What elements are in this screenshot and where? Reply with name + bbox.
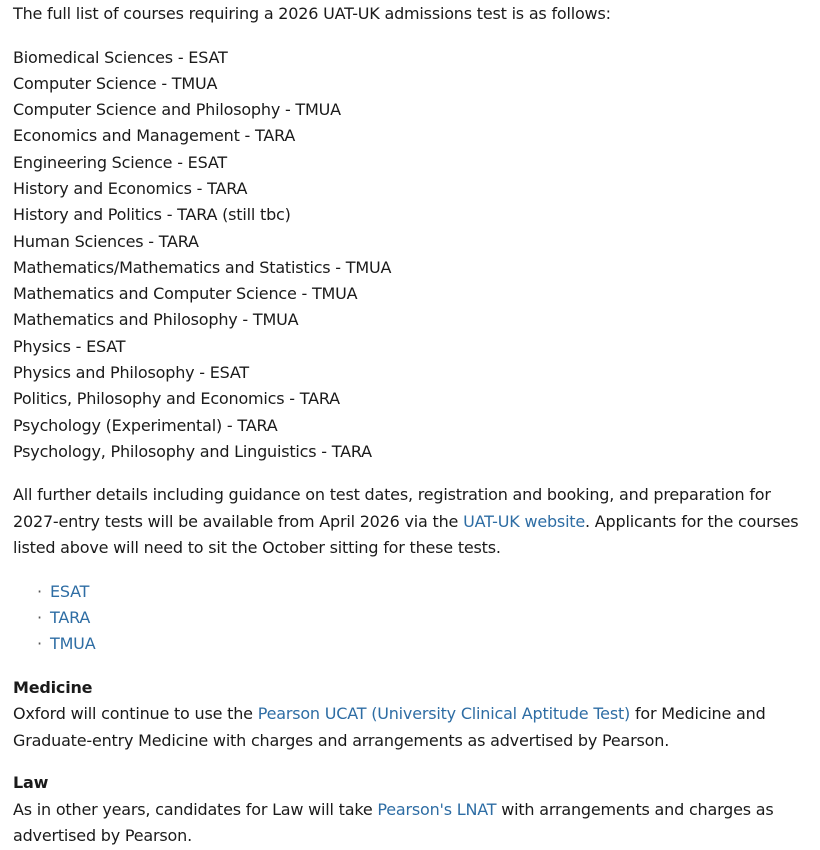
course-item: Mathematics/Mathematics and Statistics - TMUA bbox=[13, 257, 392, 277]
course-list bbox=[13, 45, 807, 466]
further-text-after: . Applicants for the courses listed above will need to sit the October sitting for these tests. bbox=[13, 511, 799, 558]
medicine-heading: Medicine bbox=[13, 677, 93, 697]
law-paragraph bbox=[13, 797, 807, 850]
course-item: Computer Science and Philosophy - TMUA bbox=[13, 100, 341, 120]
course-item: Biomedical Sciences - ESAT bbox=[13, 47, 228, 67]
bullet-icon: · bbox=[37, 634, 42, 654]
further-details-paragraph bbox=[13, 482, 807, 562]
law-heading: Law bbox=[13, 773, 49, 793]
pearson-ucat-link[interactable]: Pearson UCAT (University Clinical Aptitude Test) bbox=[257, 704, 631, 724]
course-item: Physics - ESAT bbox=[13, 336, 126, 356]
bullet-icon: · bbox=[37, 608, 42, 628]
course-item: Physics and Philosophy - ESAT bbox=[13, 363, 249, 383]
medicine-text-before: Oxford will continue to use the bbox=[13, 704, 258, 724]
bullet-icon: · bbox=[37, 581, 42, 601]
pearson-lnat-link[interactable]: Pearson's LNAT bbox=[377, 799, 497, 819]
course-item: Engineering Science - ESAT bbox=[13, 152, 227, 172]
course-item: Psychology (Experimental) - TARA bbox=[13, 415, 278, 435]
uat-uk-website-link[interactable]: UAT-UK website bbox=[463, 511, 586, 531]
intro-text: The full list of courses requiring a 2026 UAT-UK admissions test is as follows: bbox=[13, 4, 611, 23]
test-link-item bbox=[37, 579, 807, 605]
tmua-link[interactable]: TMUA bbox=[50, 634, 96, 654]
further-text-before: All further details including guidance on test dates, registration and booking, and preparation for 2027-entry tests will be available from April 2026 via the bbox=[13, 485, 771, 531]
test-link-item bbox=[37, 631, 807, 657]
law-text-before: As in other years, candidates for Law will take bbox=[13, 799, 378, 819]
course-item: Mathematics and Philosophy - TMUA bbox=[13, 310, 299, 330]
law-text-after: with arrangements and charges as advertised by Pearson. bbox=[13, 799, 774, 846]
course-item: Human Sciences - TARA bbox=[13, 231, 199, 251]
course-item: Mathematics and Computer Science - TMUA bbox=[13, 284, 358, 304]
esat-link[interactable]: ESAT bbox=[50, 581, 90, 601]
course-item: Economics and Management - TARA bbox=[13, 126, 296, 146]
course-item: Psychology, Philosophy and Linguistics - TARA bbox=[13, 441, 372, 461]
course-item: Politics, Philosophy and Economics - TARA bbox=[13, 389, 340, 409]
test-link-item bbox=[37, 605, 807, 631]
course-item: History and Politics - TARA (still tbc) bbox=[13, 205, 291, 225]
medicine-paragraph bbox=[13, 701, 807, 754]
course-item: Computer Science - TMUA bbox=[13, 73, 218, 93]
course-item: History and Economics - TARA bbox=[13, 178, 248, 198]
test-link-list bbox=[37, 579, 807, 658]
tara-link[interactable]: TARA bbox=[50, 608, 91, 628]
medicine-text-after: for Medicine and Graduate-entry Medicine with charges and arrangements as advertised by Pearson. bbox=[13, 704, 766, 750]
